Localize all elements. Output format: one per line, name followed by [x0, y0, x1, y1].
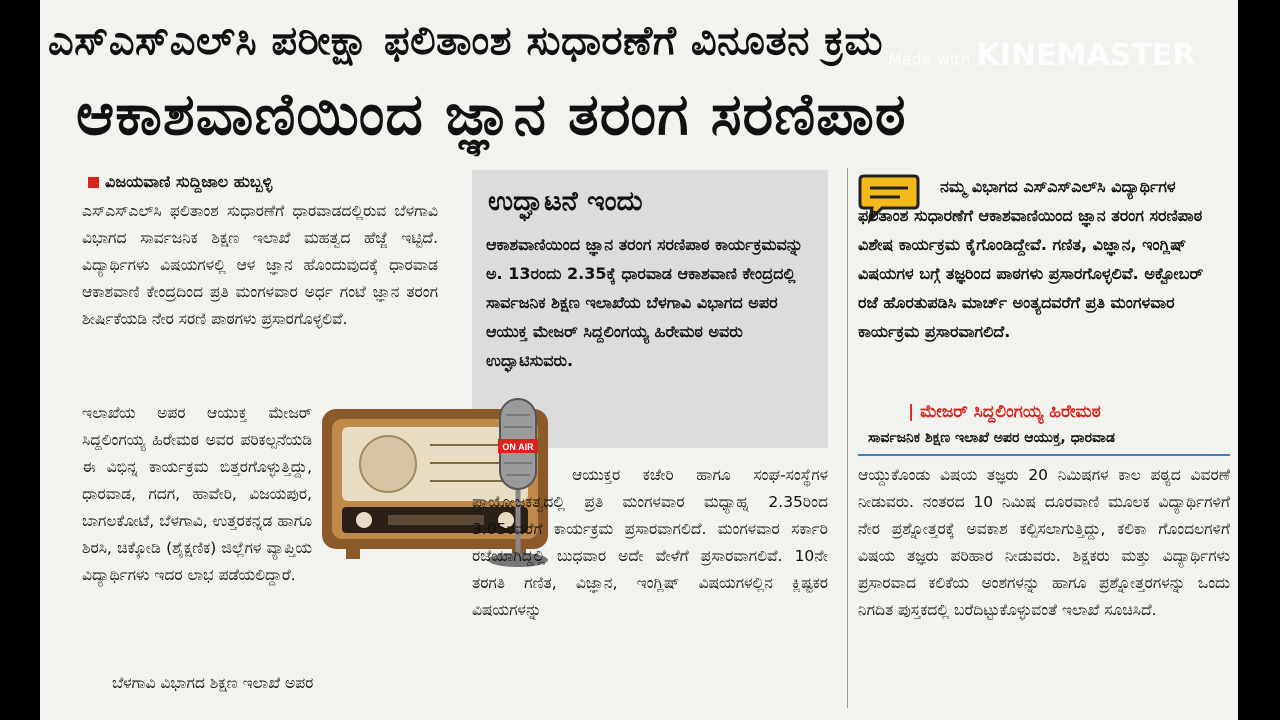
paragraph-5: ಆಯ್ದುಕೊಂಡು ವಿಷಯ ತಜ್ಞರು 20 ನಿಮಿಷಗಳ ಕಾಲ ಪಠ್ಯದ ವಿವರಣೆ ನೀಡುವರು. ನಂತರದ 10 ನಿಮಿಷ ದೂರವಾಣಿ ಮೂಲಕ ವಿದ್ಯಾರ್ಥಿಗಳಿಗೆ ನೇರ ಪ್ರಶ್ನೋತ್ತರಕ್ಕೆ ಅವಕಾಶ ಕಲ್ಪಿಸಲಾಗುತ್ತಿದ್ದು, ಕಲಿಕಾ ಗೊಂದಲಗಳಿಗೆ ವಿಷಯ ತಜ್ಞರು ಪರಿಹಾರ ನೀಡುವರು. ಶಿಕ್ಷಕರು ಮತ್ತು ವಿದ್ಯಾರ್ಥಿಗಳು ಪ್ರಸಾರವಾದ ಕಲಿಕೆಯ ಅಂಶಗಳನ್ನು ಹಾಗೂ ಪ್ರಶ್ನೋತ್ತರಗಳನ್ನು ಒಂದು ನಿಗದಿತ ಪುಸ್ತಕದಲ್ಲಿ ಬರೆದಿಟ್ಟುಕೊಳ್ಳುವಂತೆ ಇಲಾಖೆ ಸೂಚಿಸಿದೆ. [858, 466, 1230, 619]
on-air-label: ON AIR [502, 442, 534, 452]
column-divider [847, 168, 848, 708]
inauguration-title: ಉದ್ಘಾಟನೆ ಇಂದು [488, 186, 643, 217]
quote-author: | ಮೇಜರ್ ಸಿದ್ದಲಿಂಗಯ್ಯ ಹಿರೇಮಠ [908, 402, 1101, 422]
column-2 [472, 462, 828, 624]
paragraph-1: ಎಸ್‌ಎಸ್‌ಎಲ್‌ಸಿ ಫಲಿತಾಂಶ ಸುಧಾರಣೆಗೆ ಧಾರವಾಡದಲ್ಲಿರುವ ಬೆಳಗಾವಿ ವಿಭಾಗದ ಸಾರ್ವಜನಿಕ ಶಿಕ್ಷಣ ಇಲಾಖೆ ಮಹತ್ವದ ಹೆಜ್ಜೆ ಇಟ್ಟಿದೆ. ವಿದ್ಯಾರ್ಥಿಗಳು ವಿಷಯಗಳಲ್ಲಿ ಆಳ ಜ್ಞಾನ ಹೊಂದುವುದಕ್ಕೆ ಧಾರವಾಡ ಆಕಾಶವಾಣಿ ಕೇಂದ್ರದಿಂದ ಪ್ರತಿ ಮಂಗಳವಾರ ಅರ್ಧ ಗಂಟೆ ಜ್ಞಾನ ತರಂಗ ಶೀರ್ಷಿಕೆಯಡಿ ನೇರ ಸರಣಿ ಪಾಠಗಳು ಪ್ರಸಾರಗೊಳ್ಳಲಿವೆ. [82, 202, 438, 328]
watermark-brand: KINEMASTER [976, 38, 1196, 73]
byline-square-icon [88, 177, 99, 188]
inauguration-text: ಆಕಾಶವಾಣಿಯಿಂದ ಜ್ಞಾನ ತರಂಗ ಸರಣಿಪಾಠ ಕಾರ್ಯಕ್ರಮವನ್ನು ಅ. 13ರಂದು 2.35ಕ್ಕೆ ಧಾರವಾಡ ಆಕಾಶವಾಣಿ ಕೇಂದ್ರದಲ್ಲಿ ಸಾರ್ವಜನಿಕ ಶಿಕ್ಷಣ ಇಲಾಖೆಯ ಬೆಳಗಾವಿ ವಿಭಾಗದ ಅಪರ ಆಯುಕ್ತ ಮೇಜರ್ ಸಿದ್ದಲಿಂಗಯ್ಯ ಹಿರೇಮಠ ಅವರು ಉದ್ಘಾಟಿಸುವರು. [486, 235, 803, 370]
column-1-bottom [82, 670, 438, 697]
quote-author-title: ಸಾರ್ವಜನಿಕ ಶಿಕ್ಷಣ ಇಲಾಖೆ ಅಪರ ಆಯುಕ್ತ, ಧಾರವಾಡ [868, 430, 1115, 446]
byline-text: ವಿಜಯವಾಣಿ ಸುದ್ದಿಜಾಲ ಹುಬ್ಬಳ್ಳಿ [105, 172, 273, 191]
watermark [888, 38, 1195, 73]
main-headline: ಆಕಾಶವಾಣಿಯಿಂದ ಜ್ಞಾನ ತರಂಗ ಸರಣಿಪಾಠ [76, 80, 907, 148]
paragraph-2: ಇಲಾಖೆಯ ಅಪರ ಆಯುಕ್ತ ಮೇಜರ್ ಸಿದ್ದಲಿಂಗಯ್ಯ ಹಿರೇಮಠ ಅವರ ಪರಿಕಲ್ಪನೆಯಡಿ ಈ ವಿಭಿನ್ನ ಕಾರ್ಯಕ್ರಮ ಬಿತ್ತರಗೊಳ್ಳುತ್ತಿದ್ದು, ಧಾರವಾಡ, ಗದಗ, ಹಾವೇರಿ, ವಿಜಯಪುರ, ಬಾಗಲಕೋಟೆ, ಬೆಳಗಾವಿ, ಉತ್ತರಕನ್ನಡ ಹಾಗೂ ಶಿರಸಿ, ಚಿಕ್ಕೋಡಿ (ಶೈಕ್ಷಣಿಕ) ಜಿಲ್ಲೆಗಳ ವ್ಯಾಪ್ತಿಯ ವಿದ್ಯಾರ್ಥಿಗಳು ಇದರ ಲಾಭ ಪಡೆಯಲಿದ್ದಾರೆ. [82, 404, 312, 584]
paragraph-3: ಬೆಳಗಾವಿ ವಿಭಾಗದ ಶಿಕ್ಷಣ ಇಲಾಖೆ ಅಪರ [112, 674, 314, 692]
column-1-middle [82, 400, 312, 589]
quote-text: ನಮ್ಮ ವಿಭಾಗದ ಎಸ್‌ಎಸ್‌ಎಲ್‌ಸಿ ವಿದ್ಯಾರ್ಥಿಗಳ ಫಲಿತಾಂಶ ಸುಧಾರಣೆಗೆ ಆಕಾಶವಾಣಿಯಿಂದ ಜ್ಞಾನ ತರಂಗ ಸರಣಿಪಾಠ ವಿಶೇಷ ಕಾರ್ಯಕ್ರಮ ಕೈಗೊಂಡಿದ್ದೇವೆ. ಗಣಿತ, ವಿಜ್ಞಾನ, ಇಂಗ್ಲಿಷ್ ವಿಷಯಗಳ ಬಗ್ಗೆ ತಜ್ಞರಿಂದ ಪಾಠಗಳು ಪ್ರಸಾರಗೊಳ್ಳಲಿವೆ. ಅಕ್ಟೋಬರ್ ರಜೆ ಹೊರತುಪಡಿಸಿ ಮಾರ್ಚ್ ಅಂತ್ಯದವರೆಗೆ ಪ್ರತಿ ಮಂಗಳವಾರ ಕಾರ್ಯಕ್ರಮ ಪ್ರಸಾರವಾಗಲಿದೆ. [858, 177, 1204, 341]
watermark-prefix: Made with [888, 50, 971, 69]
newspaper-clipping [40, 0, 1238, 720]
paragraph-4: ಆಯುಕ್ತರ ಕಚೇರಿ ಹಾಗೂ ಸಂಘ-ಸಂಸ್ಥೆಗಳ ಪ್ರಾಯೋಜಕತ್ವದಲ್ಲಿ ಪ್ರತಿ ಮಂಗಳವಾರ ಮಧ್ಯಾಹ್ನ 2.35ರಿಂದ 3.05ರವರೆಗೆ ಕಾರ್ಯಕ್ರಮ ಪ್ರಸಾರವಾಗಲಿದೆ. ಮಂಗಳವಾರ ಸರ್ಕಾರಿ ರಜೆಯಾಗಿದ್ದಲ್ಲಿ ಬುಧವಾರ ಅದೇ ವೇಳೆಗೆ ಪ್ರಸಾರವಾಗಲಿವೆ. 10ನೇ ತರಗತಿ ಗಣಿತ, ವಿಜ್ಞಾನ, ಇಂಗ್ಲಿಷ್ ವಿಷಯಗಳಲ್ಲಿನ ಕ್ಲಿಷ್ಟಕರ ವಿಷಯಗಳನ್ನು [472, 466, 828, 619]
byline [88, 172, 272, 192]
kicker-headline: ಎಸ್‌ಎಸ್‌ಎಲ್‌ಸಿ ಪರೀಕ್ಷಾ ಫಲಿತಾಂಶ ಸುಧಾರಣೆಗೆ ವಿನೂತನ ಕ್ರಮ [48, 18, 884, 64]
column-1-top [82, 198, 438, 333]
quote-rule [858, 454, 1230, 456]
column-3 [858, 462, 1230, 624]
